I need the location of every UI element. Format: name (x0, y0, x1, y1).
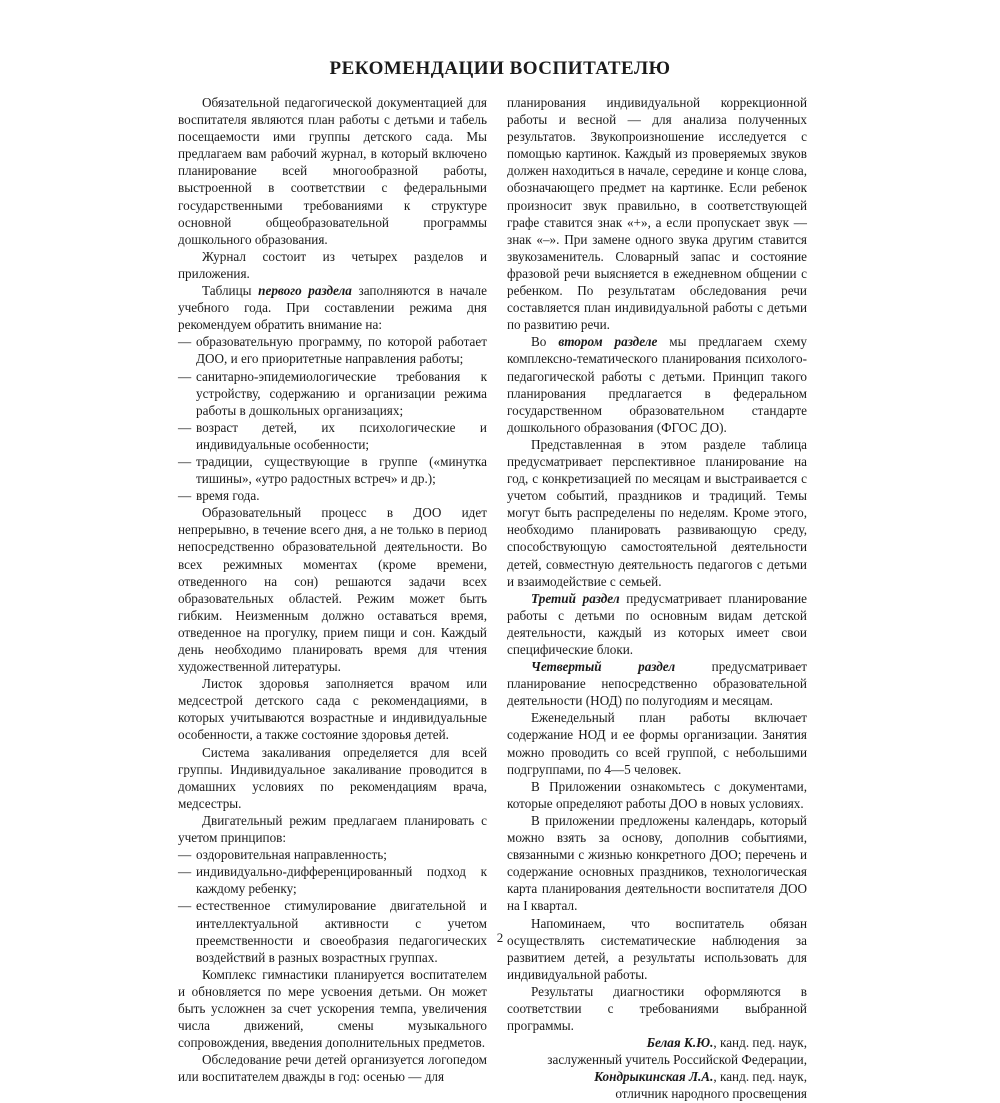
paragraph (507, 333, 807, 436)
paragraph: Обследование речи детей организуется логопедом или воспитателем дважды в год: осенью — для (178, 1052, 487, 1085)
list-item: — возраст детей, их психологические и индивидуальные особенности; (178, 419, 487, 453)
author-title: заслуженный учитель Российской Федерации, (547, 1052, 807, 1068)
author-title: отличник народного просвещения (615, 1086, 807, 1102)
paragraph: Результаты диагностики оформляются в соответствии с требованиями выбранной программы. (507, 983, 807, 1034)
text: мы предлагаем схему комплексно-тематического планирования психолого-педагогической работы с детьми. Принцип такого планирования предлагается в федеральном государственном образовательном стандарте дошкольного образования (ФГОС ДО). (507, 334, 807, 435)
author-signature (507, 1034, 807, 1051)
section-emphasis: Третий раздел (531, 590, 620, 606)
paragraph (507, 590, 807, 658)
section-emphasis: втором разделе (558, 334, 658, 350)
paragraph: Журнал состоит из четырех разделов и приложения. (178, 248, 487, 281)
list-item: — индивидуально-дифференцированный подход к каждому ребенку; (178, 863, 487, 897)
paragraph: В приложении предложены календарь, который можно взять за основу, дополнив событиями, связанными с жизнью конкретного ДОО; перечень и содержание основных праздников, технологическая карта планирования деятельности воспитателя ДОО на I квартал. (507, 812, 807, 914)
list-item: — естественное стимулирование двигательной и интеллектуальной активности с учетом преемственности и своеобразия педагогических воздействий в разных возрастных группах. (178, 897, 487, 965)
page-title: РЕКОМЕНДАЦИИ ВОСПИТАТЕЛЮ (329, 58, 671, 79)
paragraph: планирования индивидуальной коррекционной работы и весной — для анализа полученных результатов. Звукопроизношение исследуется с помощью картинок. Каждый из проверяемых звуков должен находиться в начале, середине и конце слова, обозначающего предмет на картинке. Если ребенок произносит звук правильно, в соответствующей графе ставится знак «+», а если пропускает звук — знак «–». При замене одного звука другим ставится звукозаменитель. Словарный запас и состояние фразовой речи выясняется в ежедневном общении с ребенком. По результатам обследования речи составляется план индивидуальной работы с детьми по развитию речи. (507, 95, 807, 333)
text: предусматривает планирование работы с детьми по основным видам детской деятельности, каждый из которых имеет свои специфические блоки. (507, 590, 807, 657)
paragraph: Еженедельный план работы включает содержание НОД и ее формы организации. Занятия можно проводить со всей группой, с небольшими подгруппами, по 4—5 человек. (507, 710, 807, 777)
text: заполняются в начале учебного года. При составлении режима дня рекомендуем обратить внимание на: (178, 283, 487, 333)
text: предусматривает планирование непосредственно образовательной деятельности (НОД) по полугодиям и месяцам. (507, 659, 807, 709)
text: , канд. пед. наук, (713, 1035, 807, 1051)
section-emphasis: Четвертый раздел (531, 659, 676, 675)
paragraph: Система закаливания определяется для всей группы. Индивидуальное закаливание проводится в домашних условиях по рекомендациям врача, медсестры. (178, 744, 487, 811)
right-column (507, 94, 807, 1103)
paragraph: Листок здоровья заполняется врачом или медсестрой детского сада с рекомендациями, в которых учитываются возрастные и индивидуальные особенности, а также состояние здоровья детей. (178, 676, 487, 743)
list-item: — традиции, существующие в группе («минутка тишины», «утро радостных встреч» и др.); (178, 453, 487, 487)
paragraph: В Приложении ознакомьтесь с документами, которые определяют работы ДОО в новых условиях. (507, 778, 807, 811)
paragraph (178, 282, 487, 333)
list-item: — время года. (178, 487, 487, 504)
author-signature (507, 1068, 807, 1085)
page-number: 2 (496, 930, 504, 945)
list-item: — образовательную программу, по которой работает ДОО, и его приоритетные направления работы; (178, 333, 487, 367)
list-item: — оздоровительная направленность; (178, 846, 487, 863)
author-name: Белая К.Ю. (646, 1035, 714, 1051)
text: Во (531, 334, 559, 350)
list-item: — санитарно-эпидемиологические требования к устройству, содержанию и организации режима работы в дошкольных организациях; (178, 368, 487, 419)
bullet-list (178, 333, 487, 504)
paragraph: Двигательный режим предлагаем планировать с учетом принципов: (178, 812, 487, 846)
paragraph: Напоминаем, что воспитатель обязан осуществлять систематические наблюдения за развитием детей, а результаты использовать для индивидуальной работы. (507, 915, 807, 982)
paragraph (507, 658, 807, 709)
section-emphasis: первого раздела (258, 283, 352, 299)
text: , канд. пед. наук, (713, 1069, 807, 1085)
paragraph: Комплекс гимнастики планируется воспитателем и обновляется по мере усвоения детьми. Он может быть усложнен за счет ускорения темпа, увеличения числа движений, смены музыкального сопровождения, введения дополнительных предметов. (178, 966, 487, 1051)
author-name: Кондрыкинская Л.А. (594, 1069, 714, 1085)
text: Таблицы (202, 283, 259, 299)
paragraph: Образовательный процесс в ДОО идет непрерывно, в течение всего дня, а не только в период непосредственно образовательной деятельности. Во всех режимных моментах (кроме времени, отведенного на сон) решаются задачи всех образовательных областей. Режим может быть гибким. Неизменным должно оставаться время, отведенное на прогулку, прием пищи и сон. Каждый день необходимо планировать время для чтения художественной литературы. (178, 505, 487, 675)
bullet-list (178, 846, 487, 966)
paragraph: Обязательной педагогической документацией для воспитателя являются план работы с детьми и табель посещаемости ими группы детского сада. Мы предлагаем вам рабочий журнал, в который включено планирование всей многообразной работы, выстроенной в соответствии с федеральными государственными требованиями к структуре основной общеобразовательной программы дошкольного образования. (178, 95, 487, 247)
paragraph: Представленная в этом разделе таблица предусматривает перспективное планирование на год, с конкретизацией по месяцам и выстраивается с учетом событий, праздников и традиций. Темы могут быть распределены по неделям. Кроме этого, необходимо планировать развивающую среду, способствующую самостоятельной деятельности детей, совместную деятельность педагогов с детьми и взаимодействие с семьей. (507, 436, 807, 589)
